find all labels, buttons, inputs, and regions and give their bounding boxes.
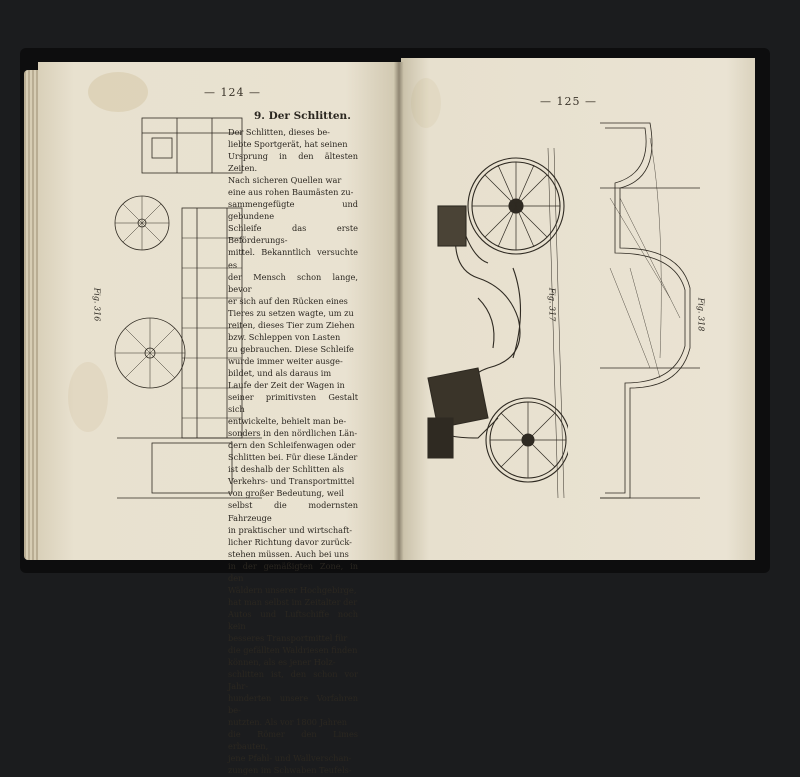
text-line: der Mensch schon lange, bevor xyxy=(228,271,358,294)
text-line: mittel. Bekanntlich versuchte es xyxy=(228,247,358,270)
text-line: Der Schlitten, dieses be- xyxy=(228,127,330,137)
text-line: Verkehrs- und Transportmittel xyxy=(228,476,355,487)
page-number-right: — 125 — xyxy=(540,95,597,108)
text-line: stehen müssen. Auch bei uns xyxy=(228,548,349,559)
text-line: hunderten unsere Vorfahren be- xyxy=(228,693,358,716)
text-line: bildet, und als daraus im xyxy=(228,367,332,378)
text-line: schlitten ist, den schon vor Jahr- xyxy=(228,669,358,692)
text-line: jene Pfahl- und Wallverschan- xyxy=(228,753,352,764)
body-text-column xyxy=(228,126,358,777)
text-line: licher Richtung davor zurück- xyxy=(228,536,352,547)
text-line: die Römer den Limes erbauten, xyxy=(228,729,358,752)
text-line: Wäldern unserer Hochgebirge, xyxy=(228,584,357,595)
text-line: ist deshalb der Schlitten als xyxy=(228,464,344,475)
section-heading: 9. Der Schlitten. xyxy=(254,110,351,122)
text-line: von großer Bedeutung, weil xyxy=(228,488,344,499)
age-stain xyxy=(68,362,108,432)
text-line: Autos und Luftschiffe noch kein xyxy=(228,608,358,631)
text-line: Laufe der Zeit der Wagen in xyxy=(228,379,345,390)
text-line: in praktischer und wirtschaft- xyxy=(228,524,353,535)
text-line: Schleife das erste Beförderungs- xyxy=(228,223,358,246)
text-line: reiten, dieses Tier zum Ziehen xyxy=(228,319,355,330)
text-line: entwickelte, behielt man be- xyxy=(228,416,347,427)
page-number-left: — 124 — xyxy=(204,86,261,99)
age-stain xyxy=(88,72,148,112)
text-line: seiner primitivsten Gestalt sich xyxy=(228,392,358,415)
text-line: die gefällten Waldriesen finden xyxy=(228,645,358,656)
text-line: dern den Schleifenwagen oder xyxy=(228,440,356,451)
text-line: er sich auf den Rücken eines xyxy=(228,295,348,306)
figure-label-317: Fig. 317 xyxy=(547,287,557,322)
text-line: Tieres zu setzen wagte, um zu xyxy=(228,307,354,318)
text-line: sonders in den nördlichen Län- xyxy=(228,428,358,439)
text-line: nutzten. Als vor 1800 Jahren xyxy=(228,717,348,728)
text-line: liebte Sportgerät, hat seinen xyxy=(228,139,348,150)
carriage-technical-drawing xyxy=(590,118,700,508)
carriage-engraving xyxy=(418,118,568,518)
book-gutter xyxy=(394,62,404,560)
text-line: wurde immer weiter ausge- xyxy=(228,355,343,366)
text-line: können, als es jener Holz- xyxy=(228,657,336,668)
text-line: bzw. Schleppen von Lasten xyxy=(228,331,341,342)
text-line: zu gebrauchen. Diese Schleife xyxy=(228,343,354,354)
text-line: zungen im Schwaben Teufels- xyxy=(228,765,352,776)
text-line: sammengefügte und gebundene xyxy=(228,199,358,222)
text-line: eine aus rohen Baumästen zu- xyxy=(228,187,354,198)
text-line: selbst die modernsten Fahrzeuge xyxy=(228,500,358,523)
text-line: Schlitten bei. Für diese Länder xyxy=(228,452,358,463)
text-line: Ursprung in den ältesten Zeiten. xyxy=(228,151,358,174)
text-line: besseres Transportmittel für xyxy=(228,632,348,643)
figure-label-316: Fig. 316 xyxy=(92,287,102,322)
text-line: in der gemäßigten Zone, in den xyxy=(228,560,358,583)
text-line: Nach sicheren Quellen war xyxy=(228,175,342,186)
text-line: hat man selbst im Zeitalter der xyxy=(228,596,358,607)
figure-label-318: Fig. 318 xyxy=(696,297,706,332)
